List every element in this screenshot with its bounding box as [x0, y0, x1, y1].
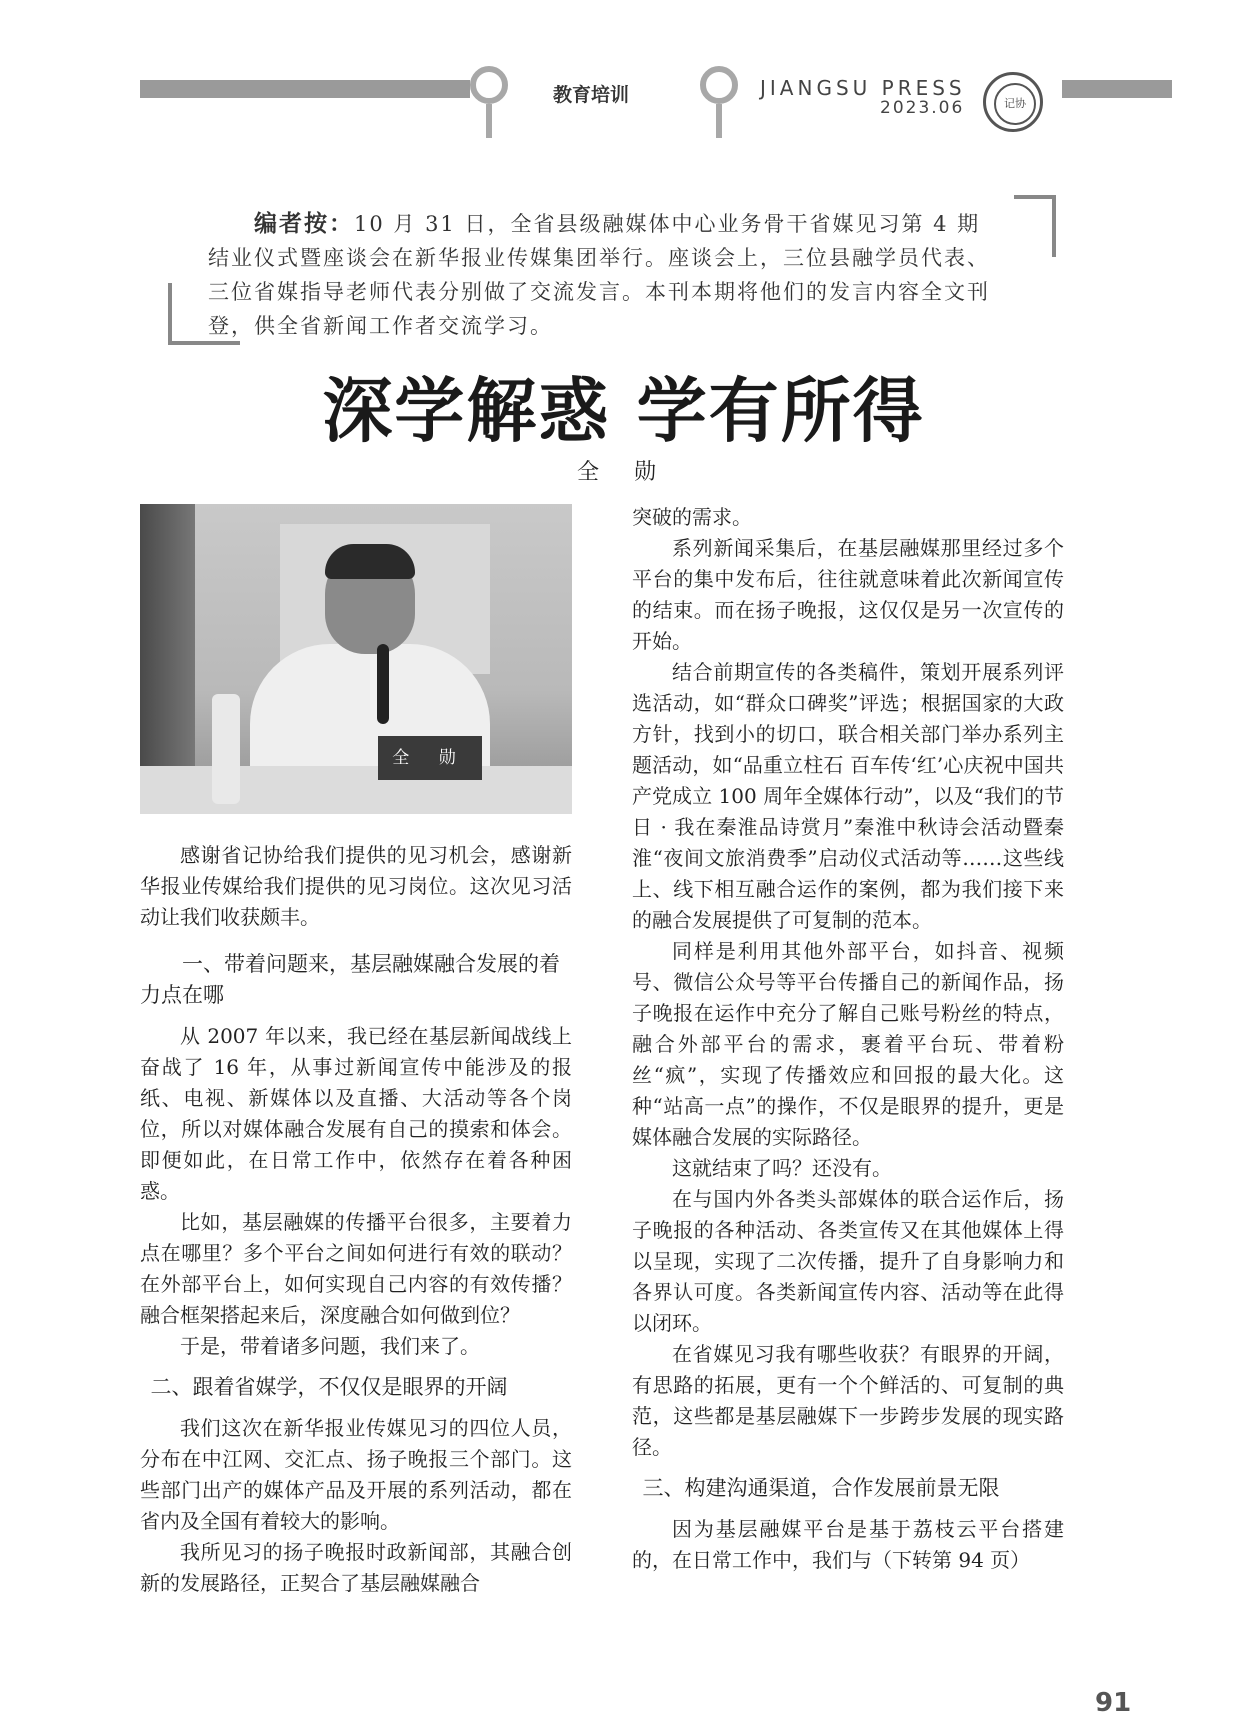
bracket-decoration: [1052, 195, 1056, 257]
photo-nameplate: 全 勋: [378, 736, 482, 780]
page-number: 91: [1095, 1688, 1132, 1718]
paragraph: 在省媒见习我有哪些收获？有眼界的开阔，有思路的拓展，更有一个个鲜活的、可复制的典范，这些都是基层融媒下一步跨步发展的现实路径。: [632, 1342, 1064, 1459]
bracket-decoration: [1014, 195, 1056, 199]
article-title: 深学解惑 学有所得: [322, 370, 925, 452]
magazine-brand: JIANGSU PRESS: [760, 76, 966, 100]
header-bar-right: [1062, 80, 1172, 98]
paragraph: 于是，带着诸多问题，我们来了。: [180, 1334, 480, 1358]
paragraph: 结合前期宣传的各类稿件，策划开展系列评选活动，如“群众口碑奖”评选；根据国家的大政方针，找到小的切口，联合相关部门举办系列主题活动，如“品重立柱石 百车传‘红’心庆祝中国共产党成立 100 周年全媒体行动”，以及“我们的节日 · 我在秦淮品诗赏月”秦淮中秋诗会活动暨秦淮“夜间文旅消费季”启动仪式活动等……这些线上、线下相互融合运作的案例，都为我们接下来的融合发展提供了可复制的范本。: [632, 660, 1064, 932]
paragraph: 从 2007 年以来，我已经在基层新闻战线上奋战了 16 年，从事过新闻宣传中能涉及的报纸、电视、新媒体以及直播、大活动等各个岗位，所以对媒体融合发展有自己的摸索和体会。即便如此，在日常工作中，依然存在着各种困惑。: [140, 1024, 572, 1203]
section-heading: 三、构建沟通渠道，合作发展前景无限: [642, 1476, 1000, 1500]
photo-speaker-hair: [325, 544, 415, 579]
editor-note-text: 10 月 31 日，全省县级融媒体中心业务骨干省媒见习第 4 期结业仪式暨座谈会在新华报业传媒集团举行。座谈会上，三位县融学员代表、三位省媒指导老师代表分别做了交流发言。本刊本期将他们的发言内容全文刊登，供全省新闻工作者交流学习。: [208, 212, 990, 338]
pin-icon: [470, 66, 508, 138]
water-bottle: [212, 694, 240, 804]
paragraph: 这就结束了吗？还没有。: [672, 1156, 892, 1180]
editor-note: [208, 207, 998, 343]
issue-date: 2023.06: [880, 98, 965, 118]
article-author: 全 勋: [577, 460, 670, 485]
paragraph: 突破的需求。: [632, 505, 752, 529]
header-bar-left: [140, 80, 470, 98]
bracket-decoration: [168, 341, 240, 345]
paragraph: 同样是利用其他外部平台，如抖音、视频号、微信公众号等平台传播自己的新闻作品，扬子晚报在运作中充分了解自己账号粉丝的特点，融合外部平台的需求，裹着平台玩、带着粉丝“疯”，实现了传播效应和回报的最大化。这种“站高一点”的操作，不仅是眼界的提升，更是媒体融合发展的实际路径。: [632, 939, 1064, 1149]
photo-plant: [140, 504, 195, 804]
bracket-decoration: [168, 283, 172, 345]
section-label: 教育培训: [553, 84, 630, 106]
editor-note-label: 编者按：: [254, 211, 354, 237]
section-heading: 二、跟着省媒学，不仅仅是眼界的开阔: [150, 1375, 508, 1399]
paragraph: 我所见习的扬子晚报时政新闻部，其融合创新的发展路径，正契合了基层融媒融合: [140, 1540, 572, 1595]
paragraph: 感谢省记协给我们提供的见习机会，感谢新华报业传媒给我们提供的见习岗位。这次见习活动让我们收获颇丰。: [140, 843, 572, 929]
microphone-icon: [377, 644, 389, 724]
paragraph: 在与国内外各类头部媒体的联合运作后，扬子晚报的各种活动、各类宣传又在其他媒体上得以呈现，实现了二次传播，提升了自身影响力和各界认可度。各类新闻宣传内容、活动等在此得以闭环。: [632, 1187, 1064, 1335]
photo-table: [140, 766, 572, 814]
paragraph: 系列新闻采集后，在基层融媒那里经过多个平台的集中发布后，往往就意味着此次新闻宣传的结束。而在扬子晚报，这仅仅是另一次宣传的开始。: [632, 536, 1064, 653]
paragraph: 比如，基层融媒的传播平台很多，主要着力点在哪里？多个平台之间如何进行有效的联动？在外部平台上，如何实现自己内容的有效传播？融合框架搭起来后，深度融合如何做到位？: [140, 1210, 572, 1327]
section-heading: 一、带着问题来，基层融媒融合发展的着力点在哪: [140, 952, 560, 1007]
speaker-photo: [140, 504, 572, 814]
left-column: [140, 840, 572, 1599]
paragraph: 因为基层融媒平台是基于荔枝云平台搭建的，在日常工作中，我们与（下转第 94 页）: [632, 1517, 1064, 1572]
paragraph: 我们这次在新华报业传媒见习的四位人员，分布在中江网、交汇点、扬子晚报三个部门。这些部门出产的媒体产品及开展的系列活动，都在省内及全国有着较大的影响。: [140, 1416, 572, 1533]
association-seal-logo: 记协: [983, 72, 1043, 132]
pin-icon: [700, 66, 738, 138]
right-column: [632, 502, 1064, 1576]
